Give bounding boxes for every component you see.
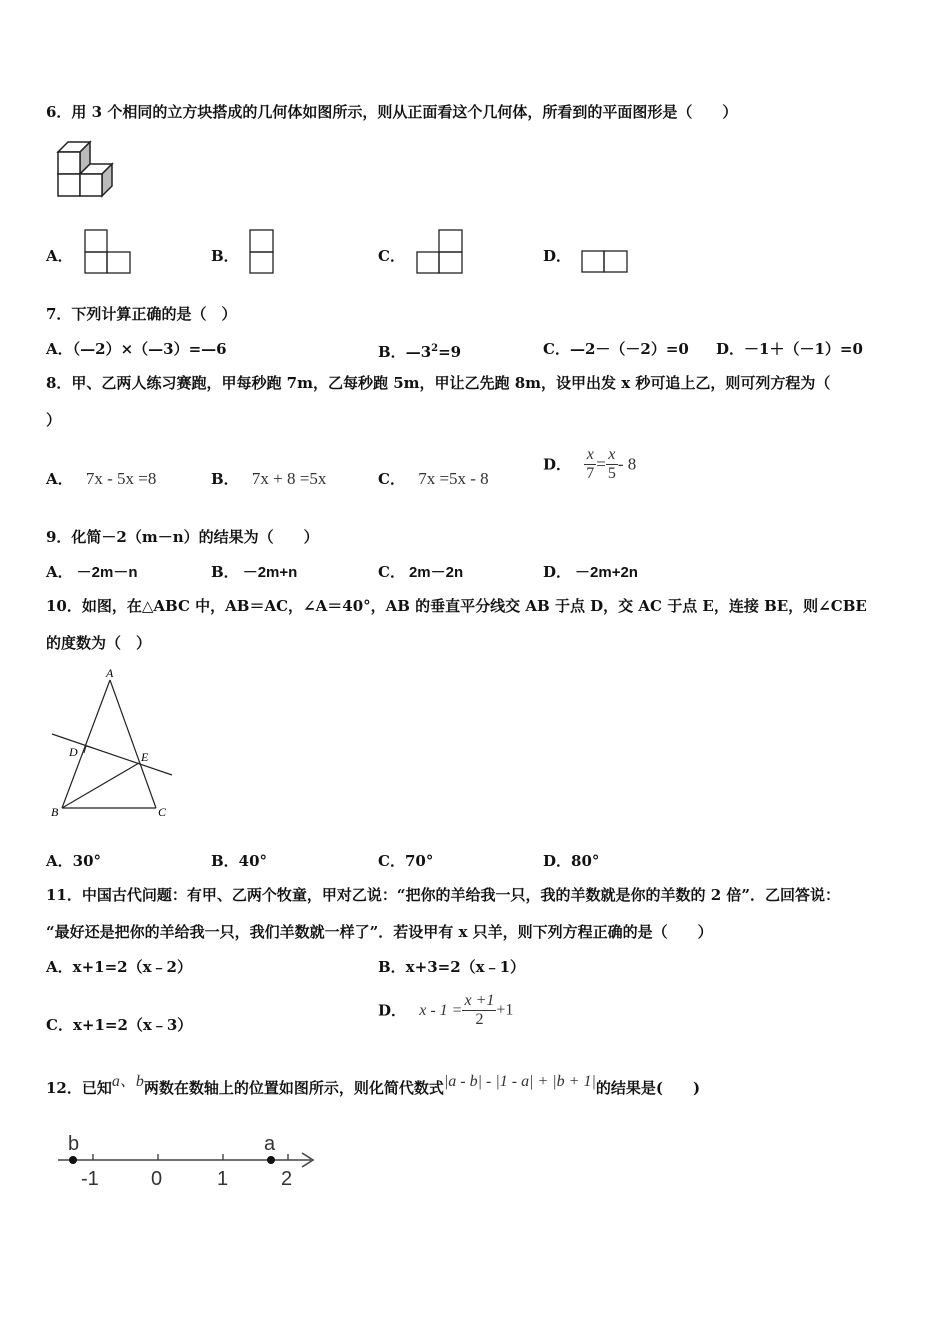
q8-a-expr: 7x - 5x =8 [85,469,157,488]
q7-option-b[interactable] [378,339,461,362]
q7-option-a[interactable] [46,339,227,359]
q7-a-text: （—2）×（—3）=—6 [72,340,227,358]
q7-stem: 7．下列计算正确的是（ ） [46,305,237,323]
q7-d-text: －1＋（－1）=0 [744,340,863,358]
q11-d-tail: +1 [496,1001,514,1019]
q6-solid-figure [56,140,126,202]
q9-c-text: 2m－2n [408,564,464,581]
q12-tick-label-1: 1 [217,1168,229,1190]
q7-b-sup: 2 [431,343,439,354]
q8-option-a[interactable] [46,469,156,489]
q11-stem-line1: 11．中国古代问题：有甲、乙两个牧童，甲对乙说：“把你的羊给我一只，我的羊数就是你的羊数的 2 倍”．乙回答说： [46,886,841,904]
q8-option-c[interactable] [378,469,489,489]
q7-option-c[interactable] [543,339,689,359]
q10-label-b: B [51,805,59,819]
q7-a-label: A． [46,340,73,358]
q8-d-frac1-num: x [584,446,596,465]
q7-b-post: =9 [438,343,462,361]
q11-d-left: x - 1 = [419,1001,463,1019]
q9-a-text: －2m－n [76,564,138,581]
q9-d-text: －2m+2n [575,564,638,581]
q7-b-label: B． [378,343,406,361]
q11-d-den: 2 [475,1011,484,1028]
q11-option-d[interactable] [378,992,513,1036]
q8-c-label: C． [378,470,405,488]
q8-d-tail: - 8 [617,454,637,474]
q8-a-label: A． [46,470,73,488]
q10-option-b[interactable]: B．40° [211,852,268,870]
q9-option-a[interactable] [46,562,137,583]
q10-option-d[interactable]: D．80° [543,852,600,870]
q10-label-a: A [106,666,114,680]
q6-stem: 6．用 3 个相同的立方块搭成的几何体如图所示，则从正面看这个几何体，所看到的平面图形是（ ） [46,103,738,121]
q12-label-a: a [264,1133,276,1155]
q12-stem-pre: 12．已知 [46,1079,112,1097]
q11-option-b[interactable]: B．x+3=2（x﹣1） [378,958,526,976]
q10-stem-line2: 的度数为（ ） [46,634,152,652]
q8-option-d[interactable] [543,446,636,490]
q12-point-a [267,1156,275,1164]
q7-c-text: —2－（－2）=0 [569,340,689,358]
q8-d-frac1 [584,446,596,483]
q9-option-c[interactable] [378,562,463,583]
q12-stem [46,1073,701,1108]
q6-option-c-figure [416,229,464,275]
q12-point-b [69,1156,77,1164]
q6-option-a-figure [84,229,132,275]
q7-b-pre: —3 [405,343,432,361]
q12-tick-label-2: 2 [281,1168,293,1190]
q9-b-text: －2m+n [242,564,298,581]
q11-d-frac [462,992,496,1029]
q8-d-frac2 [606,446,618,483]
q6-option-d-label[interactable]: D． [543,247,572,265]
q12-tick-label-neg1: -1 [81,1168,99,1190]
q7-d-label: D． [716,340,745,358]
q6-option-d-figure [581,250,629,274]
q7-option-d[interactable] [716,339,863,359]
q9-option-d[interactable] [543,562,638,583]
q12-stem-post: 的结果是( ) [595,1079,701,1097]
q8-c-expr: 7x =5x - 8 [418,469,489,488]
q11-option-a[interactable]: A．x+1=2（x﹣2） [46,958,192,976]
q8-b-label: B． [211,470,239,488]
q11-d-label: D． [378,1001,407,1020]
q10-label-d: D [69,745,78,759]
q10-triangle-figure [48,664,178,824]
q8-d-frac1-den: 7 [586,465,595,482]
q6-option-a-label[interactable]: A． [46,247,73,265]
q11-d-num: x +1 [464,992,495,1009]
q8-d-eq: = [596,454,606,474]
q9-stem: 9．化简－2（m－n）的结果为（ ） [46,528,319,546]
q8-d-frac2-num: x [606,446,618,465]
q8-d-label: D． [543,455,572,474]
q10-option-c[interactable]: C．70° [378,852,434,870]
q9-d-label: D． [543,563,572,581]
q12-tick-label-0: 0 [151,1168,163,1190]
q6-option-b-label[interactable]: B． [211,247,239,265]
q10-option-a[interactable]: A．30° [46,852,102,870]
q8-option-b[interactable] [211,469,326,489]
q8-b-expr: 7x + 8 =5x [251,469,327,488]
q9-option-b[interactable] [211,562,297,583]
q7-c-label: C． [543,340,570,358]
q6-option-c-label[interactable]: C． [378,247,405,265]
q8-d-frac2-den: 5 [607,465,616,482]
q10-stem-line1: 10．如图，在△ABC 中，AB＝AC，∠A＝40°，AB 的垂直平分线交 AB 于点 D，交 AC 于点 E，连接 BE，则∠CBE [46,597,867,615]
q8-stem-line2: ） [46,411,62,429]
q12-stem-mid: 两数在数轴上的位置如图所示，则化简代数式 [143,1079,444,1097]
q8-stem-line1: 8．甲、乙两人练习赛跑，甲每秒跑 7m，乙每秒跑 5m，甲让乙先跑 8m，设甲出发 x 秒可追上乙，则可列方程为（ [46,374,831,392]
q12-vars: a、b [111,1073,144,1090]
q12-label-b: b [68,1133,80,1155]
q9-a-label: A． [46,563,73,581]
q9-b-label: B． [211,563,239,581]
q6-option-b-figure [249,229,275,275]
q12-expr: |a - b| - |1 - a| + |b + 1| [443,1073,596,1090]
q11-option-c[interactable]: C．x+1=2（x﹣3） [46,1016,193,1034]
q9-c-label: C． [378,563,405,581]
q10-label-c: C [158,805,167,819]
q10-label-e: E [141,750,149,764]
q12-number-line [56,1132,321,1192]
q11-stem-line2: “最好还是把你的羊给我一只，我们羊数就一样了”．若设甲有 x 只羊，则下列方程正确的是（ ） [46,923,713,941]
